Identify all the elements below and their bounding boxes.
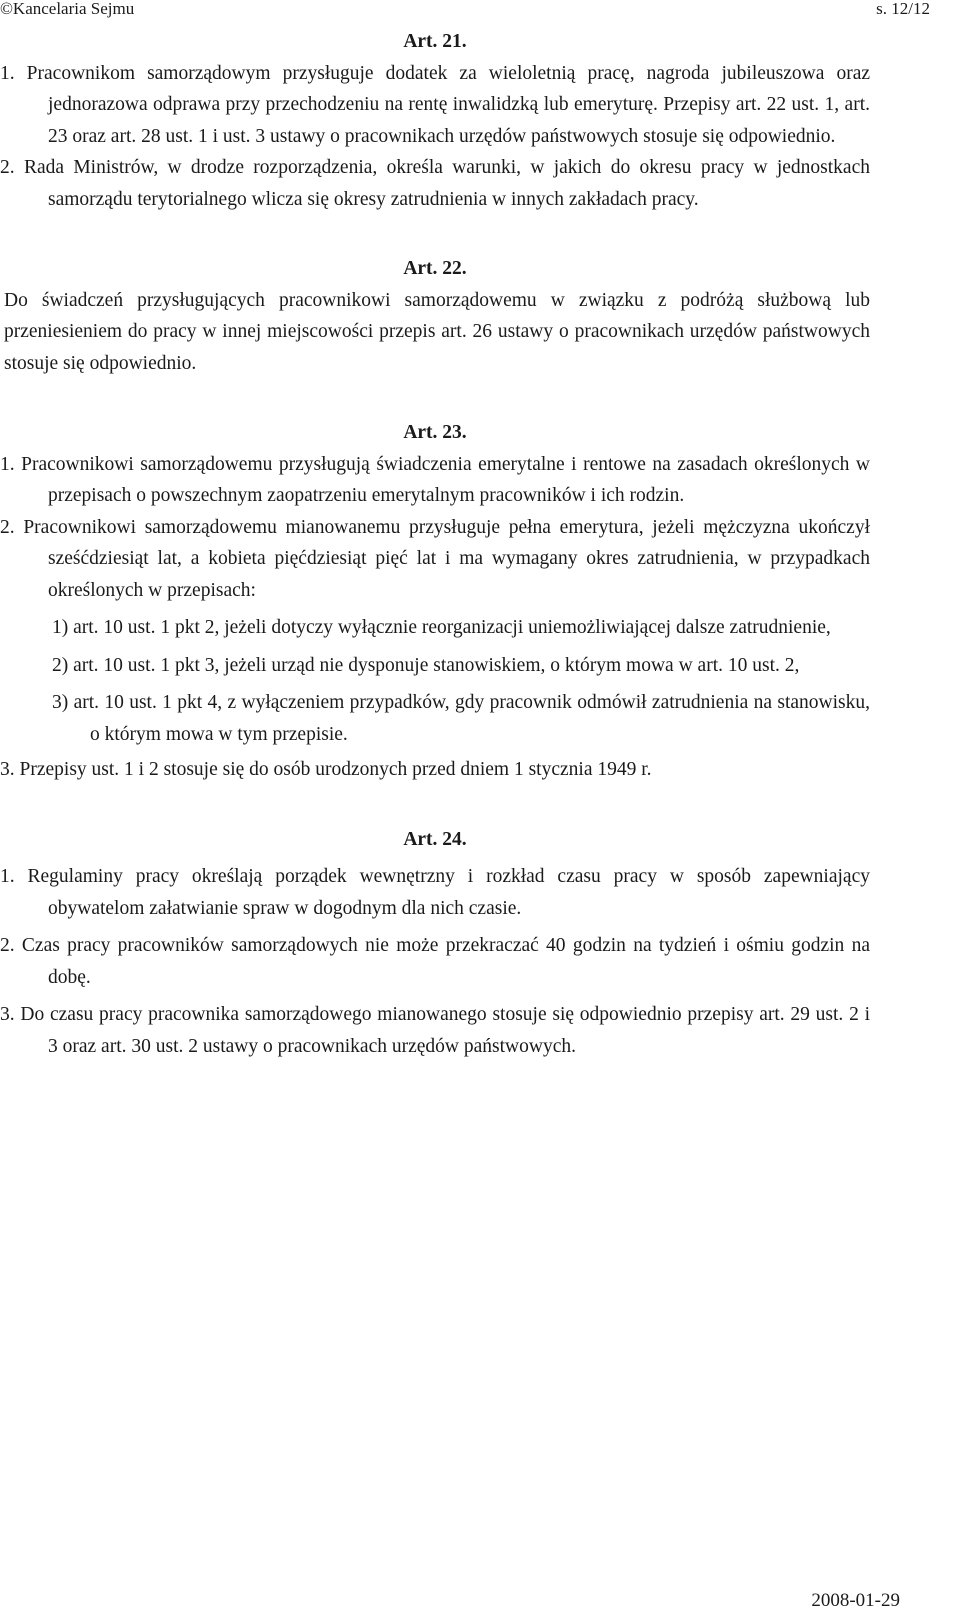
article-23-paragraph-3: 3. Przepisy ust. 1 i 2 stosuje się do osób urodzonych przed dniem 1 stycznia 1949 r. bbox=[0, 759, 652, 780]
article-22-text: Do świadczeń przysługujących pracownikowi samorządowemu w związku z podróżą służbową lub przeniesieniem do pracy w innej miejscowości przepis art. 26 ustawy o pracownikach urzędów państwowych stosuje się odpowiednio. bbox=[4, 289, 870, 374]
header-publisher: ©Kancelaria Sejmu bbox=[0, 0, 135, 18]
header-page-number: s. 12/12 bbox=[876, 0, 930, 18]
article-23-point-2: 2) art. 10 ust. 1 pkt 3, jeżeli urząd nie dysponuje stanowiskiem, o którym mowa w art. 10 ust. 2, bbox=[52, 654, 800, 676]
article-21-title: Art. 21. bbox=[403, 31, 467, 52]
article-21-paragraph-1: 1. Pracownikom samorządowym przysługuje dodatek za wieloletnią pracę, nagroda jubileuszowa oraz jednorazowa odprawa przy przechodzeniu na rentę inwalidzką lub emeryturę. Przepisy art. 22 ust. 1, art. 23 oraz art. 28 ust. 1 i ust. 3 ustawy o pracownikach urzędów państwowych stosuje się odpowiednio. bbox=[0, 62, 870, 147]
article-24-paragraph-2: 2. Czas pracy pracowników samorządowych nie może przekraczać 40 godzin na tydzień i ośmiu godzin na dobę. bbox=[0, 935, 870, 988]
article-23-point-3: 3) art. 10 ust. 1 pkt 4, z wyłączeniem przypadków, gdy pracownik odmówił zatrudnienia na stanowisku, o którym mowa w tym przepisie. bbox=[52, 692, 870, 745]
article-24-paragraph-3: 3. Do czasu pracy pracownika samorządowego mianowanego stosuje się odpowiednio przepisy art. 29 ust. 2 i 3 oraz art. 30 ust. 2 ustawy o pracownikach urzędów państwowych. bbox=[0, 1004, 870, 1057]
article-23-title: Art. 23. bbox=[403, 422, 467, 443]
article-22-title: Art. 22. bbox=[403, 258, 467, 279]
article-23-paragraph-1: 1. Pracownikowi samorządowemu przysługują świadczenia emerytalne i rentowe na zasadach określonych w przepisach o powszechnym zaopatrzeniu emerytalnym pracowników i ich rodzin. bbox=[0, 453, 870, 506]
document-body bbox=[0, 26, 870, 1062]
article-24-title: Art. 24. bbox=[403, 828, 467, 850]
footer-date: 2008-01-29 bbox=[811, 1590, 900, 1611]
article-24-paragraph-1: 1. Regulaminy pracy określają porządek wewnętrzny i rozkład czasu pracy w sposób zapewniający obywatelom załatwianie spraw w dogodnym dla nich czasie. bbox=[0, 866, 870, 919]
article-23-point-1: 1) art. 10 ust. 1 pkt 2, jeżeli dotyczy wyłącznie reorganizacji uniemożliwiającej dalsze zatrudnienie, bbox=[52, 617, 831, 638]
article-21-paragraph-2: 2. Rada Ministrów, w drodze rozporządzenia, określa warunki, w jakich do okresu pracy w jednostkach samorządu terytorialnego wlicza się okresy zatrudnienia w innych zakładach pracy. bbox=[0, 157, 870, 210]
article-23-paragraph-2: 2. Pracownikowi samorządowemu mianowanemu przysługuje pełna emerytura, jeżeli mężczyzna ukończył sześćdziesiąt lat, a kobieta pięćdziesiąt pięć lat i ma wymagany okres zatrudnienia, w przypadkach określonych w przepisach: bbox=[0, 516, 870, 601]
